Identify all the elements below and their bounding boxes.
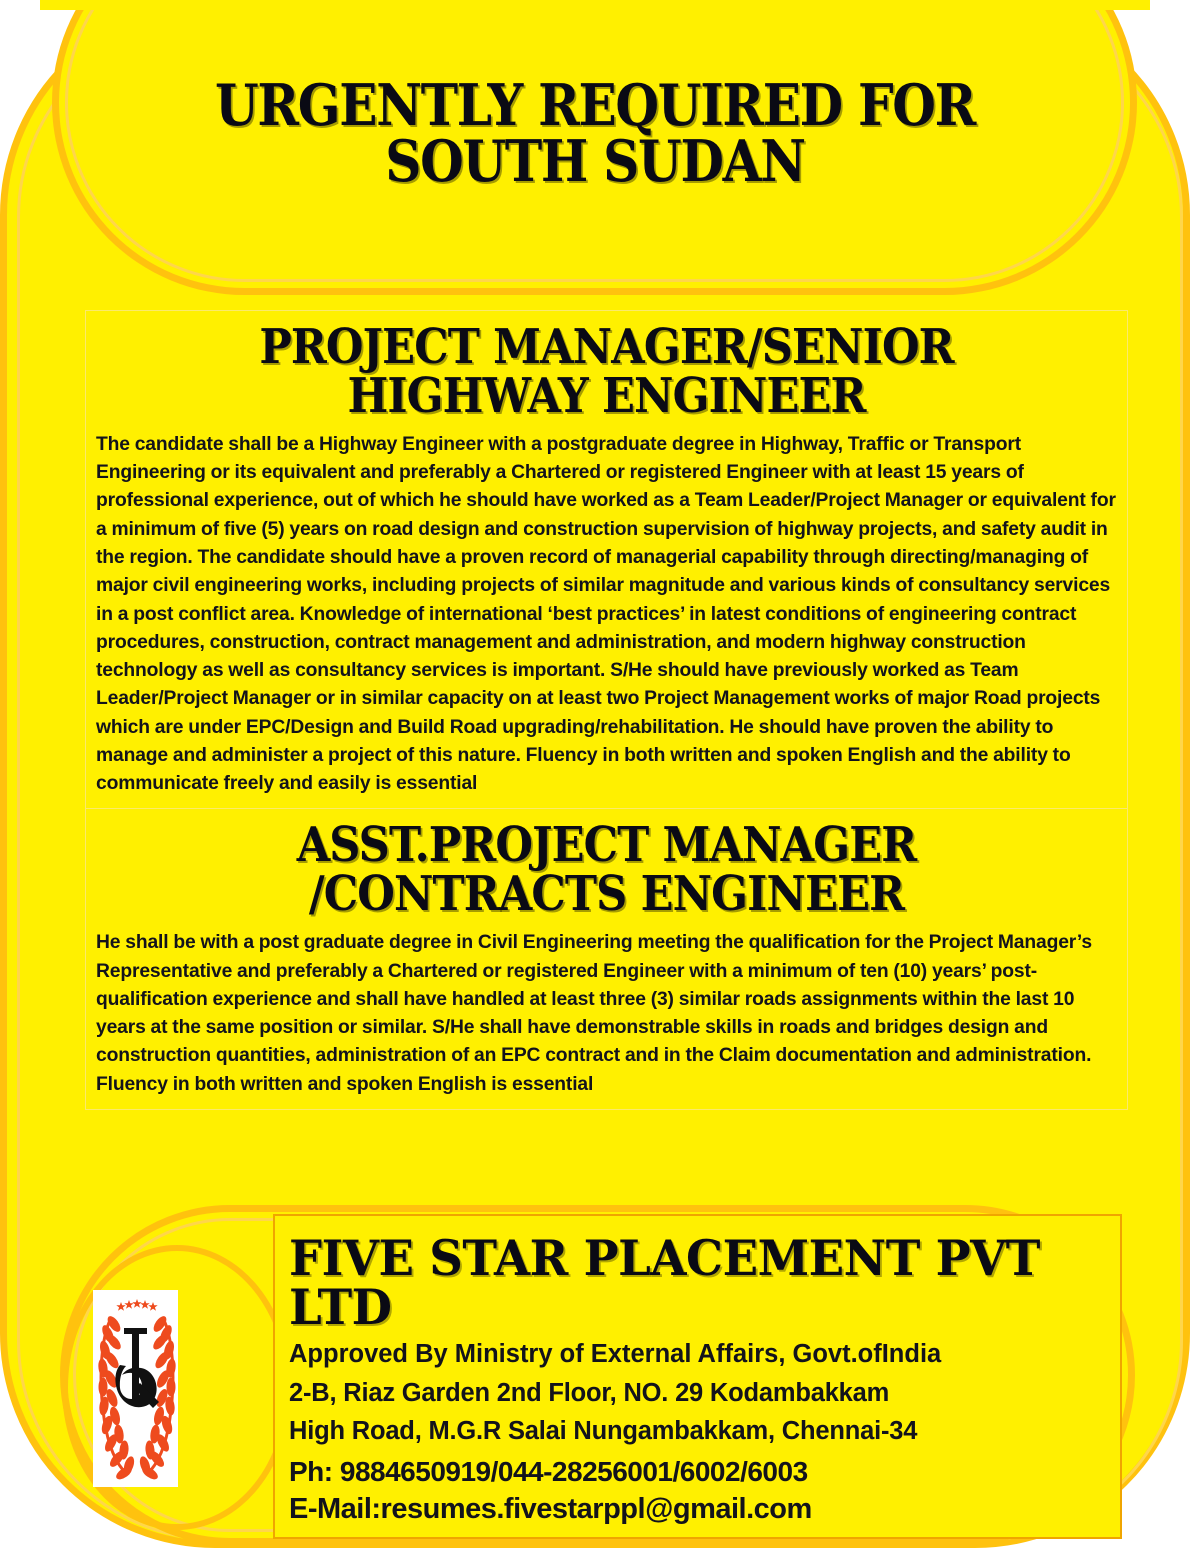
company-email[interactable]: E-Mail:resumes.fivestarppl@gmail.com	[289, 1492, 812, 1525]
company-name: FIVE STAR PLACEMENT PVT LTD	[289, 1229, 1040, 1336]
job-title: PROJECT MANAGER/SENIOR HIGHWAY ENGINEER	[259, 319, 954, 424]
company-contact-card	[273, 1214, 1122, 1539]
header-banner-mask	[40, 0, 1150, 10]
company-phone[interactable]: Ph: 9884650919/044-28256001/6002/6003	[289, 1455, 808, 1487]
job-description: He shall be with a post graduate degree in Civil Engineering meeting the qualification for the Project Manager’s Representative and preferably a Chartered or registered Engineer with a minimum of ten (10) years’ post-qualification experience and shall have handled at least three (3) similar roads assignments within the last 10 years at the same position or similar. S/He shall have demonstrable skills in roads and bridges design and construction quantities, administration of an EPC contract and in the Claim documentation and administration. Fluency in both written and spoken English is essential	[96, 932, 1092, 1095]
job-listing	[86, 311, 1127, 809]
job-listing	[86, 809, 1127, 1109]
job-description: The candidate shall be a Highway Engineer with a postgraduate degree in Highway, Traffic or Transport Engineering or its equivalent and preferably a Chartered or registered Engineer with at least 15 years of professional experience, out of which he should have worked as a Team Leader/Project Manager or equivalent for a minimum of five (5) years on road design and construction supervision of highway projects, and safety audit in the region. The candidate should have a proven record of managerial capability through directing/managing of major civil engineering works, including projects of similar magnitude and various kinds of consultancy services in a post conflict area. Knowledge of international ‘best practices’ in latest conditions of engineering contract procedures, construction, contract management and administration, and modern highway construction technology as well as consultancy services is important. S/He should have previously worked as Team Leader/Project Manager or in similar capacity on at least two Project Management works of major Road projects which are under EPC/Design and Build Road upgrading/rehabilitation. He should have proven the ability to manage and administer a project of this nature. Fluency in both written and spoken English and the ability to communicate freely and easily is essential	[96, 433, 1116, 795]
page-title: URGENTLY REQUIRED FOR SOUTH SUDAN	[215, 72, 975, 195]
job-title: ASST.PROJECT MANAGER /CONTRACTS ENGINEER	[296, 817, 917, 923]
company-address-line-2: High Road, M.G.R Salai Nungambakkam, Chennai-34	[289, 1417, 918, 1445]
job-listings-container	[85, 310, 1128, 1110]
company-logo	[93, 1290, 178, 1487]
company-approval-text: Approved By Ministry of External Affairs, Govt.ofIndia	[289, 1340, 942, 1368]
company-address-line-1: 2-B, Riaz Garden 2nd Floor, NO. 29 Kodambakkam	[289, 1378, 890, 1407]
laurel-wreath-iq-monogram-icon	[93, 1290, 178, 1487]
